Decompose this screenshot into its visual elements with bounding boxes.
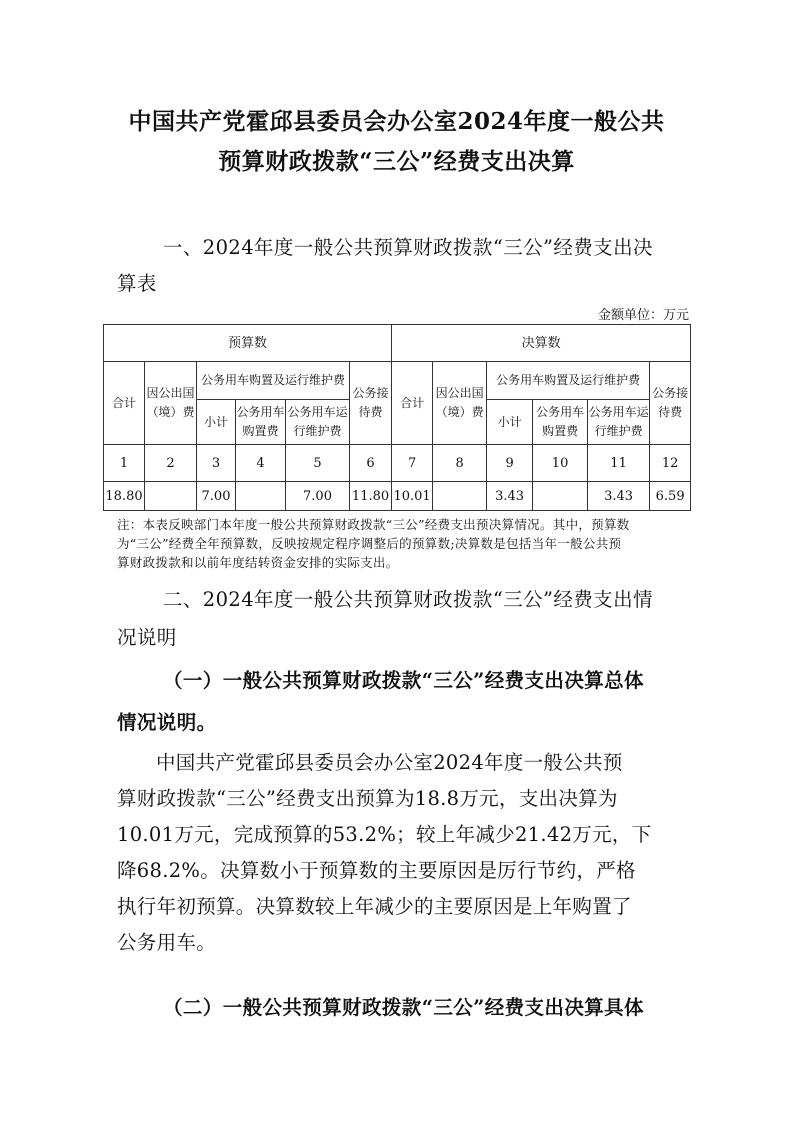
unit-label: 金额单位：万元 bbox=[597, 308, 689, 323]
subsection1-heading-line2: 情况说明。 bbox=[117, 711, 217, 734]
paragraph-line: 中国共产党霍邱县委员会办公室2024年度一般公共预 bbox=[156, 751, 623, 774]
budget-reception-header: 公务接 待费 bbox=[350, 362, 392, 445]
final-purchase-value bbox=[533, 482, 588, 511]
section2-heading-line2: 况说明 bbox=[117, 626, 177, 649]
budget-purchase-value bbox=[236, 482, 286, 511]
section2-heading-line1: 二、2024年度一般公共预算财政拨款“三公”经费支出情 bbox=[163, 588, 653, 611]
col-number: 3 bbox=[197, 445, 236, 482]
budget-total-value: 18.80 bbox=[104, 482, 145, 511]
col-number: 7 bbox=[392, 445, 433, 482]
paragraph-line: 算财政拨款“三公”经费支出预算为18.8万元，支出决算为 bbox=[117, 787, 618, 810]
budget-maintenance-header: 公务用车运 行维护费 bbox=[286, 400, 350, 445]
col-number: 9 bbox=[487, 445, 533, 482]
final-maintenance-value: 3.43 bbox=[588, 482, 650, 511]
budget-subtotal-value: 7.00 bbox=[197, 482, 236, 511]
col-number: 12 bbox=[650, 445, 691, 482]
final-purchase-header: 公务用车 购置费 bbox=[533, 400, 588, 445]
section1-heading-line2: 算表 bbox=[117, 272, 157, 295]
document-title-line2: 预算财政拨款“三公”经费支出决算 bbox=[218, 148, 575, 175]
col-number: 5 bbox=[286, 445, 350, 482]
budget-abroad-value bbox=[145, 482, 197, 511]
col-number: 11 bbox=[588, 445, 650, 482]
col-number: 6 bbox=[350, 445, 392, 482]
subsection1-heading-line1: （一）一般公共预算财政拨款“三公”经费支出决算总体 bbox=[163, 669, 644, 692]
budget-purchase-header: 公务用车 购置费 bbox=[236, 400, 286, 445]
col-number: 10 bbox=[533, 445, 588, 482]
paragraph-line: 降68.2%。决算数小于预算数的主要原因是厉行节约，严格 bbox=[117, 859, 636, 882]
final-subtotal-value: 3.43 bbox=[487, 482, 533, 511]
value-row bbox=[104, 482, 691, 511]
budget-total-header: 合计 bbox=[104, 362, 145, 445]
final-reception-value: 6.59 bbox=[650, 482, 691, 511]
final-group-header: 决算数 bbox=[392, 325, 691, 362]
document-title-line1: 中国共产党霍邱县委员会办公室2024年度一般公共 bbox=[128, 108, 665, 135]
col-number: 8 bbox=[433, 445, 487, 482]
final-abroad-value bbox=[433, 482, 487, 511]
budget-vehicle-group-header: 公务用车购置及运行维护费 bbox=[197, 362, 350, 400]
col-number: 4 bbox=[236, 445, 286, 482]
col-number: 2 bbox=[145, 445, 197, 482]
subsection2-heading-line1: （二）一般公共预算财政拨款“三公”经费支出决算具体 bbox=[163, 996, 644, 1019]
final-reception-header: 公务接 待费 bbox=[650, 362, 691, 445]
paragraph-line: 公务用车。 bbox=[117, 931, 217, 954]
section1-heading-line1: 一、2024年度一般公共预算财政拨款“三公”经费支出决 bbox=[163, 236, 653, 259]
final-abroad-header: 因公出国 （境）费 bbox=[433, 362, 487, 445]
col-number: 1 bbox=[104, 445, 145, 482]
final-subtotal-header: 小计 bbox=[487, 400, 533, 445]
paragraph-line: 执行年初预算。决算数较上年减少的主要原因是上年购置了 bbox=[117, 895, 632, 918]
budget-abroad-header: 因公出国 （境）费 bbox=[145, 362, 197, 445]
note-line: 注：本表反映部门本年度一般公共预算财政拨款“三公”经费支出预决算情况。其中，预算数 bbox=[117, 517, 630, 532]
table-note bbox=[117, 515, 692, 572]
body-paragraph bbox=[117, 745, 690, 961]
note-line: 为“三公”经费全年预算数，反映按规定程序调整后的预算数;决算数是包括当年一般公共预 bbox=[117, 536, 622, 551]
final-maintenance-header: 公务用车运 行维护费 bbox=[588, 400, 650, 445]
note-line: 算财政拨款和以前年度结转资金安排的实际支出。 bbox=[117, 555, 399, 570]
budget-reception-value: 11.80 bbox=[350, 482, 392, 511]
final-total-header: 合计 bbox=[392, 362, 433, 445]
final-total-value: 10.01 bbox=[392, 482, 433, 511]
final-vehicle-group-header: 公务用车购置及运行维护费 bbox=[487, 362, 650, 400]
budget-subtotal-header: 小计 bbox=[197, 400, 236, 445]
paragraph-line: 10.01万元，完成预算的53.2%；较上年减少21.42万元，下 bbox=[117, 823, 652, 846]
expense-table bbox=[103, 324, 691, 511]
budget-group-header: 预算数 bbox=[104, 325, 392, 362]
column-number-row bbox=[104, 445, 691, 482]
budget-maintenance-value: 7.00 bbox=[286, 482, 350, 511]
